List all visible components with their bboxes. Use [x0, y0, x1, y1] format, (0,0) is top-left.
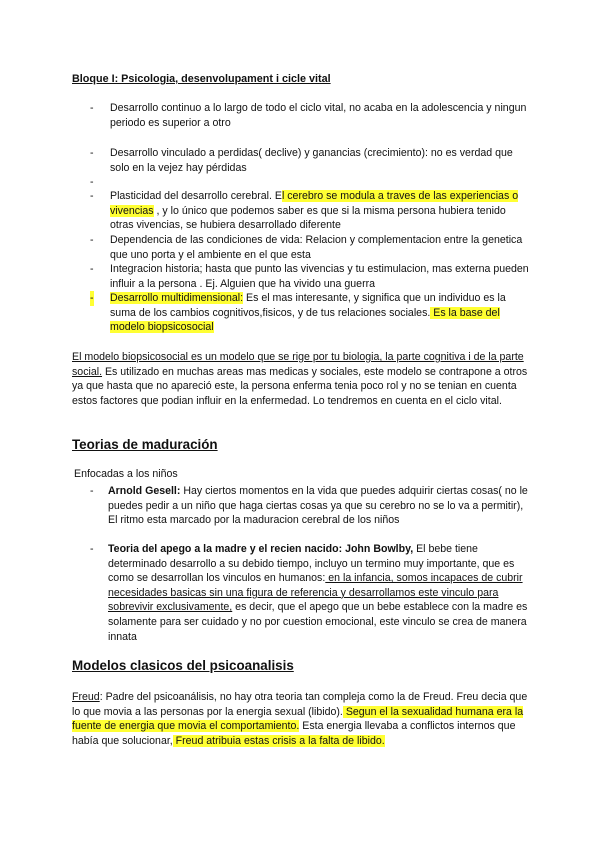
highlight: Desarrollo multidimensional:	[110, 292, 244, 304]
section-heading: Modelos clasicos del psicoanalisis	[72, 658, 294, 673]
highlight: Segun el la sexualidad humana era la fuente de energia que movia el comportamiento.	[72, 705, 524, 733]
paragraph-biopsicosocial: El modelo biopsicosocial es un modelo que se rige por tu biologia, la parte cognitiva i de la parte social. Es utilizado en muchas areas mas medicas y sociales, este modelo se contrapone a otros ya que hasta que no apareció este, la persona enferma tenia poco rol y no se tenian en cuenta estos factores que podian influir en la enfermedad. Lo tendremos en cuenta en el ciclo vital.	[72, 351, 528, 407]
highlight: Freud atribuia estas crisis a la falta de libido.	[172, 734, 385, 747]
section-heading: Teorias de maduración	[72, 437, 218, 452]
list-item: - Desarrollo multidimensional: Es el mas interesante, y significa que un individuo es la suma de los cambios cognitivos,fisicos, y de tus relaciones sociales. Es la base del modelo biopsicosocial	[90, 292, 506, 334]
list-item: - Arnold Gesell: Hay ciertos momentos en la vida que puedes adquirir ciertas cosas( no le puedes pedir a un niño que haga ciertas cosas ya que su cerebro no se lo va a permitir), El ritmo esta marcado por la maduracion cerebral de los niños	[90, 485, 528, 527]
list-item: - Desarrollo vinculado a perdidas( declive) y ganancias (crecimiento): no es verdad que solo en la vejez hay pérdidas	[90, 147, 513, 174]
paragraph-freud: Freud: Padre del psicoanálisis, no hay otra teoria tan compleja como la de Freud. Freu decia que lo que movia a las personas por la energia sexual (libido). Segun el la sexualidad humana era la fuente de energia que movia el comportamiento. Esta energia llevaba a conflictos internos que había que solucionar, Freud atribuia estas crisis a la falta de libido.	[72, 691, 528, 747]
list-item: - Plasticidad del desarrollo cerebral. El cerebro se modula a traves de las experiencias o vivencias , y lo único que podemos saber es que si la misma persona hubiera tenido otras vivencias, se hubiera desarrollado diferente	[90, 190, 519, 232]
page-title: Bloque I: Psicologia, desenvolupament i cicle vital	[72, 73, 331, 85]
list-item: - Teoria del apego a la madre y el recien nacido: John Bowlby, El bebe tiene determinado desarrollo a su debido tiempo, incluyo un termino muy importante, que es como se desarrollan los vinculos en humanos: en la infancia, somos incapaces de cubrir necesidades basicas sin una figura de referencia y desarrollamos este vinculo para sobrevivir exclusivamente, es decir, que el apego que un bebe establece con la madre es solamente para ser cuidado y no por cuestion emocional, este vinculo se crea de manera innata	[90, 543, 528, 643]
list-item: - Desarrollo continuo a lo largo de todo el ciclo vital, no acaba en la adolescencia y ningun periodo es superior a otro	[90, 102, 527, 129]
highlight: Es la base del modelo biopsicosocial	[110, 306, 500, 334]
section-intro: Enfocadas a los niños	[74, 468, 178, 480]
document-page: Bloque I: Psicologia, desenvolupament i cicle vital - Desarrollo continuo a lo largo de todo el ciclo vital, no acaba en la adolescencia y ningun periodo es superior a otro - Desarrollo vinculado a perdidas( declive) y ganancias (crecimiento): no es verdad que solo en la vejez hay pérdidas - - Plasticidad del desarrollo cerebral. El cerebro se modula a traves de las experiencias o vivencias , y lo único que podemos saber es que si la misma persona hubiera tenido otras vivencias, se hubiera desarrollado diferente - Dependencia de las condiciones de vida: Relacion y complementacion entre la genetica que uno porta y el ambiente en el que esta - Integracion historia; hasta que punto las vivencias y tu estimulacion, mas externa pueden influir a la persona . Ej. Alguien que ha vivido una guerra - Desarrollo multidimensional: Es el mas interesante, y significa que un individuo es la suma de los cambios cognitivos,fisicos, y de tus relaciones sociales. Es la base del modelo biopsicosocial El modelo biopsicosocial es un modelo que se rige por tu biologia, la parte cognitiva i de la parte social. Es utilizado en muchas areas mas medicas y sociales, este modelo se contrapone a otros ya que hasta que no apareció este, la persona enferma tenia poco rol y no se tenian en cuenta estos factores que podian influir en la enfermedad. Lo tendremos en cuenta en el ciclo vital. Teorias de maduración Enfocadas a los niños - Arnold Gesell: Hay ciertos momentos en la vida que puedes adquirir ciertas cosas( no le puedes pedir a un niño que haga ciertas cosas ya que su cerebro no se lo va a permitir), El ritmo esta marcado por la maduracion cerebral de los niños - Teoria del apego a la madre y el recien nacido: John Bowlby, El bebe tiene determinado desarrollo a su debido tiempo, incluyo un termino muy importante, que es como se desarrollan los vinculos en humanos: en la infancia, somos incapaces de cubrir necesidades basicas sin una figura de referencia y desarrollamos este vinculo para sobrevivir exclusivamente, es decir, que el apego que un bebe establece con la madre es solamente para ser cuidado y no por cuestion emocional, este vinculo se crea de manera innata Modelos clasicos del psicoanalisis Freud: Padre del psicoanálisis, no hay otra teoria tan compleja como la de Freud. Freu decia que lo que movia a las personas por la energia sexual (libido). Segun el la sexualidad humana era la fuente de energia que movia el comportamiento. Esta energia llevaba a conflictos internos que había que solucionar, Freud atribuia estas crisis a la falta de libido.	[0, 0, 600, 848]
highlight: l cerebro se modula a traves de las experiencias o vivencias	[110, 190, 519, 217]
list-item: - Dependencia de las condiciones de vida: Relacion y complementacion entre la genetica que uno porta y el ambiente en el que esta	[90, 234, 523, 261]
list-item: - Integracion historia; hasta que punto las vivencias y tu estimulacion, mas externa pueden influir a la persona . Ej. Alguien que ha vivido una guerra	[90, 263, 529, 290]
